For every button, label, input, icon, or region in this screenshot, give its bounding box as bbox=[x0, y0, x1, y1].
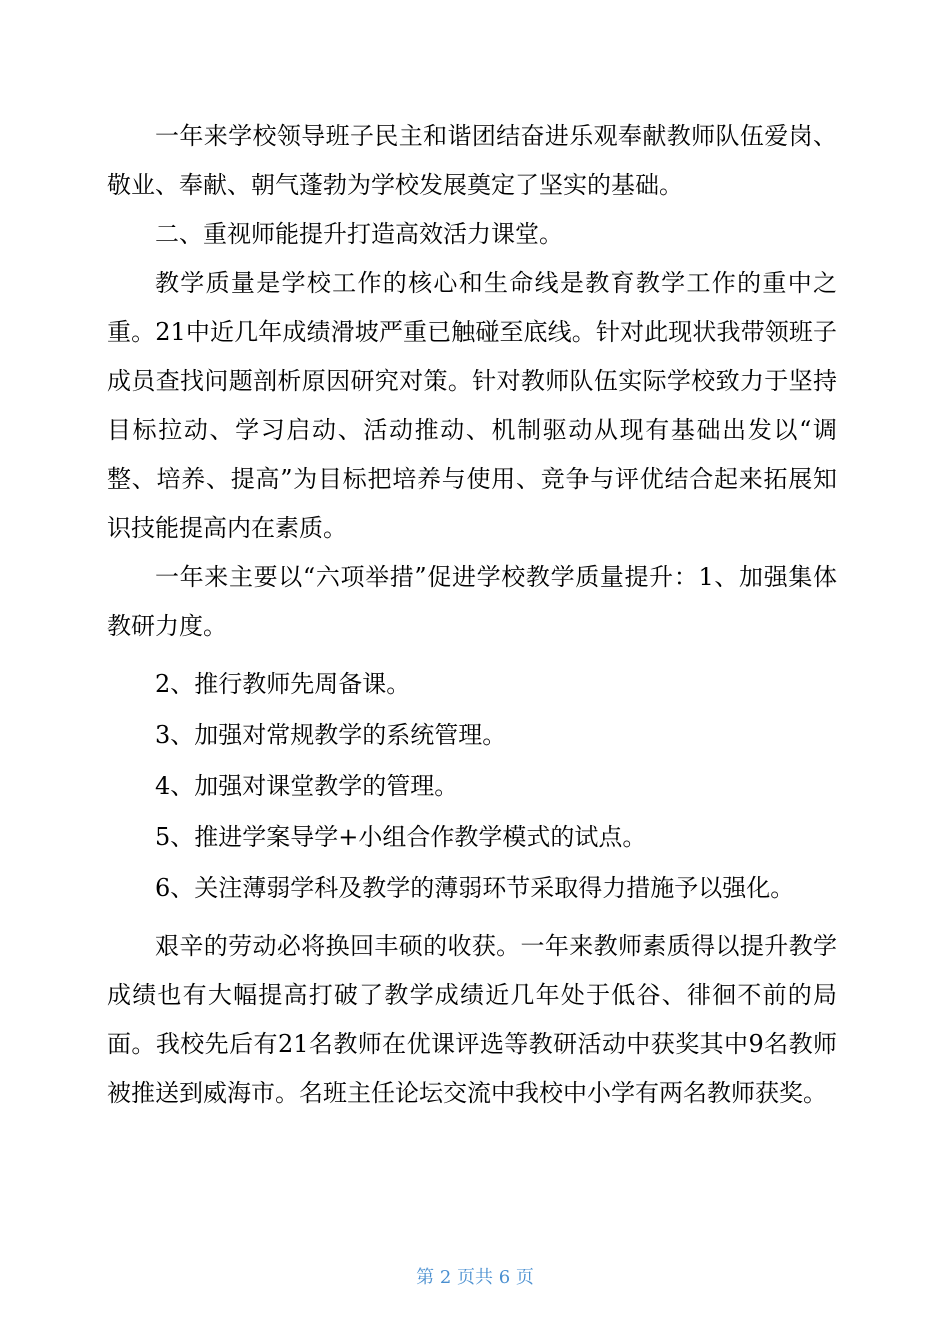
list-item-3: 3、加强对常规教学的系统管理。 bbox=[155, 721, 507, 749]
paragraph-results: 艰辛的劳动必将换回丰硕的收获。一年来教师素质得以提升教学成绩也有大幅提高打破了教学成绩近几年处于低谷、徘徊不前的局面。我校先后有21名教师在优课评选等教研活动中获奖其中9名教师被推送到威海市。名班主任论坛交流中我校中小学有两名教师获奖。 bbox=[107, 932, 837, 1107]
list-item-2: 2、推行教师先周备课。 bbox=[155, 670, 411, 698]
document-body bbox=[107, 112, 837, 1118]
paragraph-measures: 一年来主要以“六项举措”促进学校教学质量提升：1、加强集体教研力度。 bbox=[107, 563, 837, 640]
list-item-5: 5、推进学案导学+小组合作教学模式的试点。 bbox=[155, 823, 647, 851]
page-number-footer: 第 2 页共 6 页 bbox=[416, 1267, 534, 1288]
list-item-6: 6、关注薄弱学科及教学的薄弱环节采取得力措施予以强化。 bbox=[155, 874, 795, 902]
section-heading: 二、重视师能提升打造高效活力课堂。 bbox=[155, 220, 563, 248]
paragraph-team: 一年来学校领导班子民主和谐团结奋进乐观奉献教师队伍爱岗、敬业、奉献、朝气蓬勃为学校发展奠定了坚实的基础。 bbox=[107, 122, 837, 199]
paragraph-quality: 教学质量是学校工作的核心和生命线是教育教学工作的重中之重。21中近几年成绩滑坡严重已触碰至底线。针对此现状我带领班子成员查找问题剖析原因研究对策。针对教师队伍实际学校致力于坚持目标拉动、学习启动、活动推动、机制驱动从现有基础出发以“调整、培养、提高”为目标把培养与使用、竞争与评优结合起来拓展知识技能提高内在素质。 bbox=[107, 269, 837, 542]
list-item-4: 4、加强对课堂教学的管理。 bbox=[155, 772, 459, 800]
